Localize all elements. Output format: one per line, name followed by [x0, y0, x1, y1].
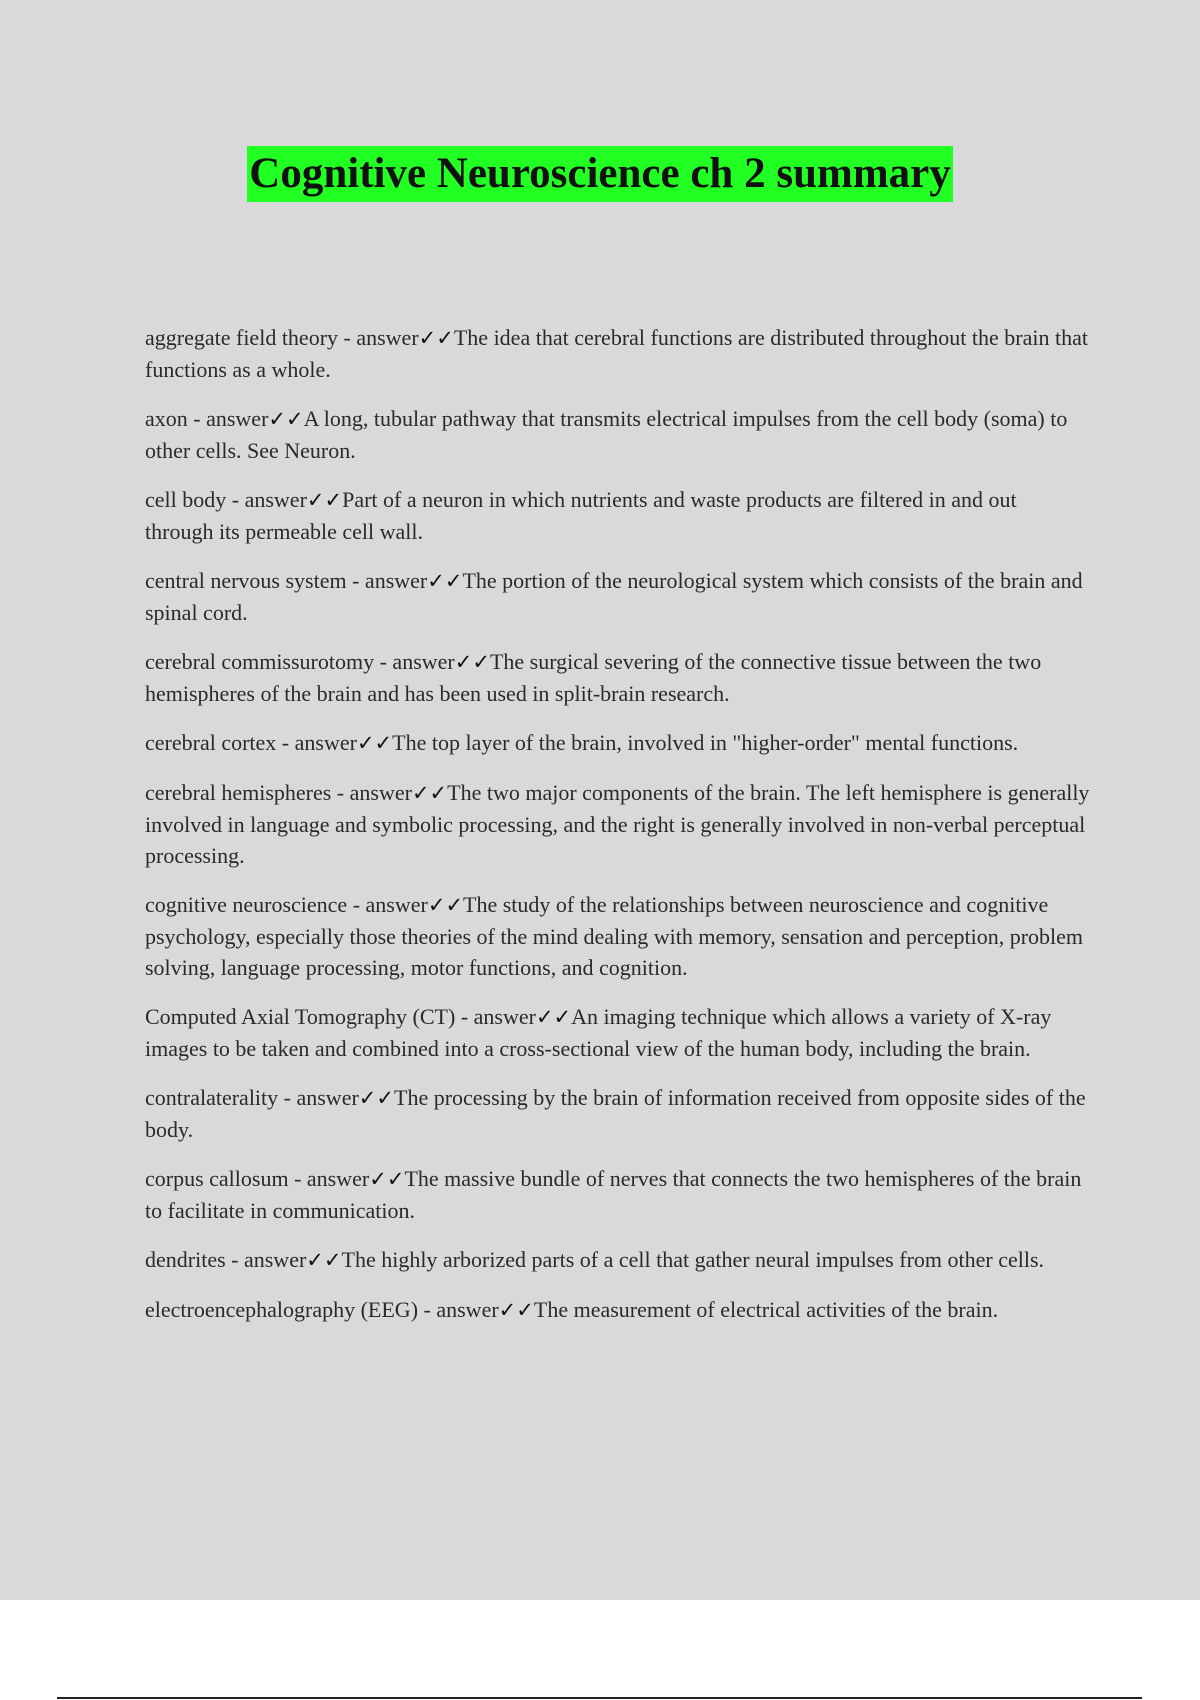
entry-term: cerebral cortex	[145, 730, 277, 755]
entry-separator: - answer	[374, 649, 455, 674]
check-mark-icon: ✓✓	[454, 650, 490, 674]
glossary-entry	[145, 889, 1090, 983]
entry-term: cerebral hemispheres	[145, 780, 332, 805]
entry-definition: The highly arborized parts of a cell that gather neural impulses from other cells.	[341, 1247, 1045, 1272]
glossary-entry	[145, 1244, 1090, 1276]
entry-separator: - answer	[347, 892, 428, 917]
check-mark-icon: ✓✓	[535, 1005, 572, 1029]
entry-term: aggregate field theory	[145, 325, 339, 350]
entry-term: Computed Axial Tomography (CT)	[145, 1004, 456, 1029]
check-mark-icon: ✓✓	[498, 1298, 534, 1322]
entry-separator: - answer	[331, 780, 412, 805]
entry-definition: A long, tubular pathway that transmits electrical impulses from the cell body (soma) to other cells. See Neuron.	[145, 406, 1068, 463]
entry-term: central nervous system	[145, 568, 347, 593]
entry-separator: - answer	[288, 1166, 370, 1191]
entry-definition: The portion of the neurological system which consists of the brain and spinal cord.	[145, 568, 1083, 625]
entry-term: contralaterality	[145, 1085, 279, 1110]
entry-term: cell body	[145, 487, 227, 512]
entry-definition: The study of the relationships between neuroscience and cognitive psychology, especially those theories of the mind dealing with memory, sensation and perception, problem solving, language processing, motor functions, and cognition.	[145, 892, 1084, 980]
check-mark-icon: ✓✓	[411, 781, 448, 805]
entry-definition: The top layer of the brain, involved in "higher-order" mental functions.	[392, 730, 1019, 755]
title-container	[0, 146, 1200, 202]
glossary-entry	[145, 1001, 1090, 1064]
glossary-entry	[145, 1082, 1090, 1145]
check-mark-icon: ✓✓	[306, 1248, 342, 1272]
glossary-entry	[145, 1163, 1090, 1226]
page-title: Cognitive Neuroscience ch 2 summary	[247, 146, 952, 202]
check-mark-icon: ✓✓	[418, 326, 454, 350]
entry-separator: - answer	[276, 730, 357, 755]
entry-definition: Part of a neuron in which nutrients and waste products are filtered in and out through its permeable cell wall.	[145, 487, 1017, 544]
entry-separator: - answer	[226, 487, 307, 512]
entry-separator: - answer	[418, 1297, 499, 1322]
entry-term: dendrites	[145, 1247, 226, 1272]
check-mark-icon: ✓✓	[369, 1167, 405, 1191]
glossary-entry	[145, 322, 1090, 385]
entry-separator: - answer	[455, 1004, 536, 1029]
entry-separator: - answer	[187, 406, 269, 431]
entry-definition: The processing by the brain of information received from opposite sides of the body.	[145, 1085, 1086, 1142]
check-mark-icon: ✓✓	[427, 569, 463, 593]
entry-definition: The idea that cerebral functions are distributed throughout the brain that functions as a whole.	[145, 325, 1088, 382]
glossary-list	[145, 322, 1090, 1344]
entry-definition: The surgical severing of the connective tissue between the two hemispheres of the brain and has been used in split-brain research.	[145, 649, 1042, 706]
entry-definition: The massive bundle of nerves that connects the two hemispheres of the brain to facilitate in communication.	[145, 1166, 1082, 1223]
entry-separator: - answer	[225, 1247, 307, 1272]
glossary-entry	[145, 484, 1090, 547]
entry-separator: - answer	[278, 1085, 359, 1110]
glossary-entry	[145, 727, 1090, 759]
glossary-entry	[145, 565, 1090, 628]
entry-definition: The two major components of the brain. The left hemisphere is generally involved in language and symbolic processing, and the right is generally involved in non-verbal perceptual processing.	[145, 780, 1090, 868]
check-mark-icon: ✓✓	[306, 488, 343, 512]
check-mark-icon: ✓✓	[268, 407, 304, 431]
glossary-entry	[145, 403, 1090, 466]
entry-term: cerebral commissurotomy	[145, 649, 375, 674]
check-mark-icon: ✓✓	[427, 893, 464, 917]
entry-term: electroencephalography (EEG)	[145, 1297, 419, 1322]
entry-separator: - answer	[338, 325, 419, 350]
glossary-entry	[145, 777, 1090, 871]
entry-definition: An imaging technique which allows a variety of X-ray images to be taken and combined into a cross-sectional view of the human body, including the brain.	[145, 1004, 1052, 1061]
check-mark-icon: ✓✓	[356, 731, 393, 755]
footer-divider	[57, 1697, 1142, 1699]
check-mark-icon: ✓✓	[358, 1086, 394, 1110]
entry-separator: - answer	[346, 568, 428, 593]
entry-term: cognitive neuroscience	[145, 892, 348, 917]
entry-definition: The measurement of electrical activities of the brain.	[533, 1297, 999, 1322]
glossary-entry	[145, 1294, 1090, 1326]
glossary-entry	[145, 646, 1090, 709]
entry-term: corpus callosum	[145, 1166, 289, 1191]
entry-term: axon	[145, 406, 188, 431]
